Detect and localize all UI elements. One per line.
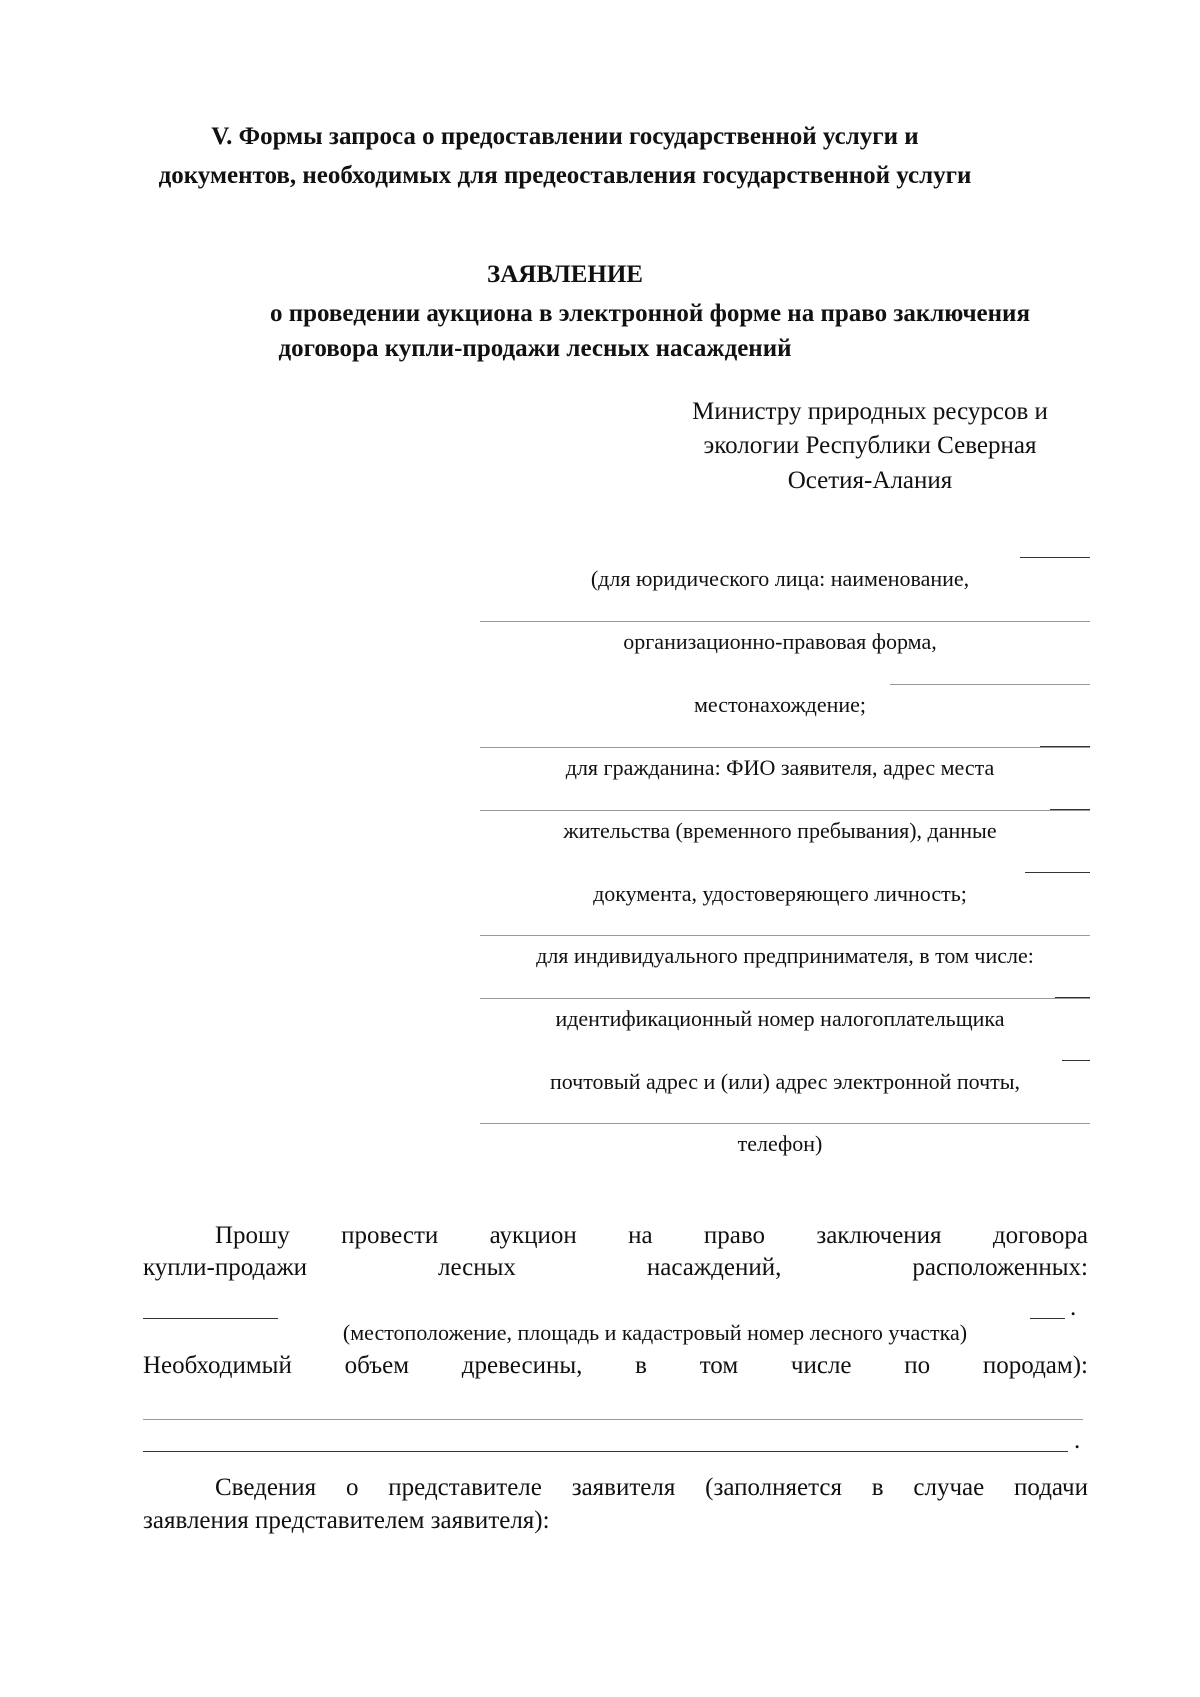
- word: древесины,: [461, 1352, 583, 1379]
- location-hint: (местоположение, площадь и кадастровый номер лесного участка): [342, 1320, 968, 1345]
- fill-line: [143, 1318, 278, 1319]
- statement-heading: ЗАЯВЛЕНИЕ: [487, 261, 643, 288]
- fill-line: [480, 935, 1090, 936]
- addressee-line-3: Осетия-Алания: [787, 467, 953, 494]
- word: о: [345, 1474, 359, 1501]
- word: по: [904, 1352, 931, 1379]
- word: расположенных:: [912, 1254, 1088, 1281]
- fill-line: [1025, 872, 1090, 873]
- request-line-2: [143, 1254, 1088, 1282]
- word: том: [699, 1352, 739, 1379]
- volume-period: .: [1074, 1427, 1081, 1454]
- word: заявителя: [571, 1474, 676, 1501]
- volume-line: [143, 1352, 1088, 1380]
- representative-line-1: [215, 1474, 1088, 1502]
- addressee-line-2: экологии Республики Северная: [703, 432, 1037, 459]
- word: насаждений,: [646, 1254, 782, 1281]
- word: представителе: [388, 1474, 542, 1501]
- word: объем: [344, 1352, 410, 1379]
- word: договора: [992, 1222, 1088, 1249]
- word: Прошу: [215, 1222, 290, 1249]
- word: заключения: [816, 1222, 942, 1249]
- location-period: .: [1070, 1294, 1077, 1321]
- section-title-line-1: V. Формы запроса о предоставлении государственной услуги и: [211, 123, 919, 150]
- applicant-hint-inn: идентификационный номер налогоплательщика: [555, 1006, 1005, 1031]
- word: числе: [790, 1352, 852, 1379]
- request-line-1: [215, 1222, 1088, 1250]
- word: (заполняется: [705, 1474, 842, 1501]
- statement-subtitle-line-2: договора купли-продажи лесных насаждений: [278, 335, 792, 362]
- applicant-hint-phone: телефон): [737, 1131, 823, 1156]
- applicant-hint-entrepreneur: для индивидуального предпринимателя, в том числе:: [536, 943, 1034, 968]
- fill-line: [1030, 1318, 1065, 1319]
- addressee-line-1: Министру природных ресурсов и: [692, 398, 1048, 425]
- fill-line: [890, 684, 1090, 685]
- word: в: [635, 1352, 647, 1379]
- word: в: [871, 1474, 884, 1501]
- fill-line: [1040, 746, 1090, 747]
- statement-subtitle-line-1: о проведении аукциона в электронной форме на право заключения: [270, 300, 1030, 327]
- applicant-hint-citizen: для гражданина: ФИО заявителя, адрес места: [565, 755, 995, 780]
- word: случае: [913, 1474, 985, 1501]
- fill-line: [1055, 997, 1090, 998]
- word: право: [703, 1222, 765, 1249]
- word: Необходимый: [143, 1352, 292, 1379]
- word: аукцион: [489, 1222, 577, 1249]
- section-title-line-2: документов, необходимых для предеоставления государственной услуги: [158, 162, 972, 189]
- word: лесных: [437, 1254, 516, 1281]
- fill-line: [143, 1451, 1068, 1452]
- fill-line: [1020, 557, 1090, 558]
- fill-line: [480, 621, 1090, 622]
- word: породам):: [982, 1352, 1088, 1379]
- word: Сведения: [215, 1474, 317, 1501]
- fill-line: [480, 998, 1090, 999]
- fill-line: [143, 1419, 1083, 1420]
- fill-line: [480, 1123, 1090, 1124]
- representative-line-2: заявления представителем заявителя):: [143, 1507, 550, 1534]
- applicant-hint-id-document: документа, удостоверяющего личность;: [593, 881, 967, 906]
- applicant-hint-residence: жительства (временного пребывания), данные: [563, 818, 997, 843]
- applicant-hint-legal-name: (для юридического лица: наименование,: [590, 566, 970, 591]
- fill-line: [1062, 1060, 1090, 1061]
- word: купли-продажи: [143, 1254, 307, 1281]
- fill-line: [1050, 809, 1090, 810]
- word: провести: [341, 1222, 439, 1249]
- applicant-hint-location: местонахождение;: [693, 692, 867, 717]
- fill-line: [480, 810, 1090, 811]
- applicant-hint-address: почтовый адрес и (или) адрес электронной почты,: [549, 1069, 1021, 1094]
- fill-line: [480, 747, 1090, 748]
- word: на: [628, 1222, 653, 1249]
- applicant-hint-legal-form: организационно-правовая форма,: [623, 629, 937, 654]
- word: подачи: [1014, 1474, 1088, 1501]
